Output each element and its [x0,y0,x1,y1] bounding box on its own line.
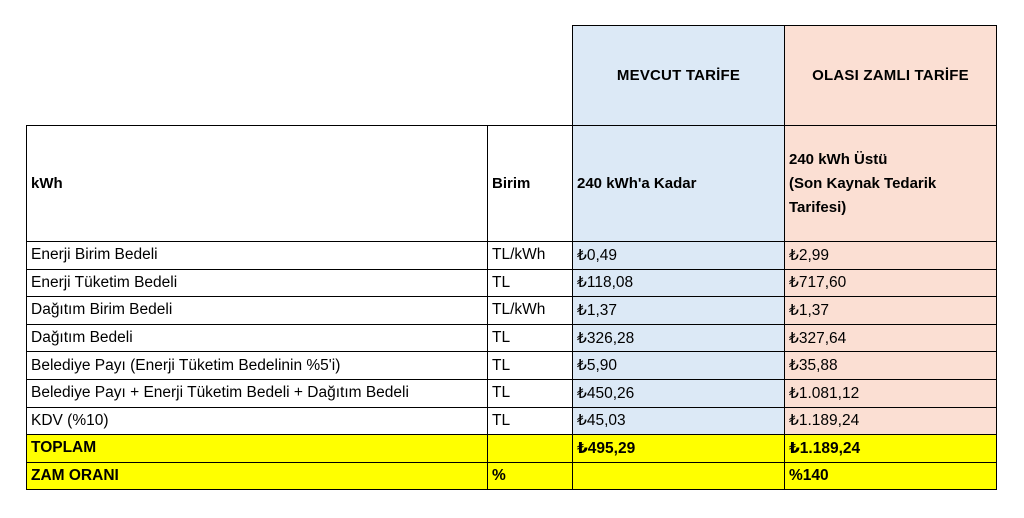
row-current-value [572,241,785,270]
row-current-value-text: ₺326,28 [577,329,635,347]
row-label [26,324,488,353]
row-unit-text: TL/kWh [492,246,546,264]
column-header-current [572,125,785,242]
column-header-proposed-line-3: Tarifesi) [789,198,847,216]
row-current-value [572,379,785,408]
row-label [26,407,488,436]
row-unit [487,324,573,353]
row-proposed-value [784,407,997,436]
row-label [26,241,488,270]
row-unit-text: TL [492,273,511,291]
row-label-text: Belediye Payı + Enerji Tüketim Bedeli + Dağıtım Bedeli [31,384,409,402]
row-label [26,434,488,463]
row-unit-text: TL [492,329,511,347]
row-proposed-value-text: ₺35,88 [789,357,838,375]
row-current-value [572,351,785,380]
column-header-proposed-line-2: (Son Kaynak Tedarik [789,174,937,192]
row-unit [487,434,573,463]
row-unit [487,462,573,491]
row-current-value-text: ₺495,29 [577,439,636,457]
row-label-text: Dağıtım Bedeli [31,329,133,347]
column-header-proposed-line-1: 240 kWh Üstü [789,150,888,168]
row-current-value [572,324,785,353]
row-proposed-value [784,241,997,270]
column-header-unit [487,125,573,242]
proposed-tariff-title: OLASI ZAMLI TARİFE [812,67,969,84]
row-unit [487,241,573,270]
row-proposed-value-text: %140 [789,467,829,485]
row-label-text: Enerji Tüketim Bedeli [31,273,178,291]
row-current-value [572,462,785,491]
row-current-value-text: ₺1,37 [577,301,618,319]
row-current-value [572,269,785,298]
row-unit [487,351,573,380]
row-current-value [572,407,785,436]
row-unit-text: TL [492,356,511,374]
column-header-kwh-label: kWh [31,175,63,192]
row-proposed-value-text: ₺1.081,12 [789,384,860,402]
row-proposed-value [784,379,997,408]
current-tariff-title: MEVCUT TARİFE [616,67,741,84]
column-header-current-label: 240 kWh'a Kadar [577,175,697,192]
row-proposed-value [784,269,997,298]
row-unit [487,379,573,408]
row-current-value [572,434,785,463]
row-proposed-value [784,351,997,380]
row-current-value-text: ₺0,49 [577,246,618,264]
row-unit [487,407,573,436]
row-label-text: ZAM ORANI [31,467,119,485]
row-current-value-text: ₺5,90 [577,357,618,375]
row-label-text: Belediye Payı (Enerji Tüketim Bedelinin %5'i) [31,356,341,374]
row-proposed-value [784,296,997,325]
proposed-tariff-header [784,25,997,126]
row-current-value [572,296,785,325]
row-label-text: Dağıtım Birim Bedeli [31,301,173,319]
row-unit-text: TL/kWh [492,301,546,319]
row-proposed-value-text: ₺2,99 [789,246,830,264]
row-label [26,351,488,380]
row-unit-text: TL [492,384,511,402]
row-proposed-value [784,324,997,353]
row-label [26,296,488,325]
row-unit [487,269,573,298]
row-proposed-value [784,462,997,491]
row-label-text: Enerji Birim Bedeli [31,246,158,264]
row-proposed-value-text: ₺1.189,24 [789,412,860,430]
current-tariff-header [572,25,785,126]
row-label [26,379,488,408]
row-unit-text: % [492,467,506,485]
row-label-text: KDV (%10) [31,411,109,429]
row-proposed-value-text: ₺327,64 [789,329,847,347]
row-label-text: TOPLAM [31,439,97,457]
row-label [26,462,488,491]
row-proposed-value-text: ₺1,37 [789,301,830,319]
row-current-value-text: ₺450,26 [577,384,635,402]
row-unit-text: TL [492,411,511,429]
column-header-unit-label: Birim [492,175,531,192]
column-header-proposed [784,125,997,242]
row-unit [487,296,573,325]
row-proposed-value-text: ₺717,60 [789,274,847,292]
column-header-kwh [26,125,488,242]
row-label [26,269,488,298]
row-current-value-text: ₺118,08 [577,274,634,292]
row-current-value-text: ₺45,03 [577,412,626,430]
row-proposed-value-text: ₺1.189,24 [789,439,861,457]
row-proposed-value [784,434,997,463]
